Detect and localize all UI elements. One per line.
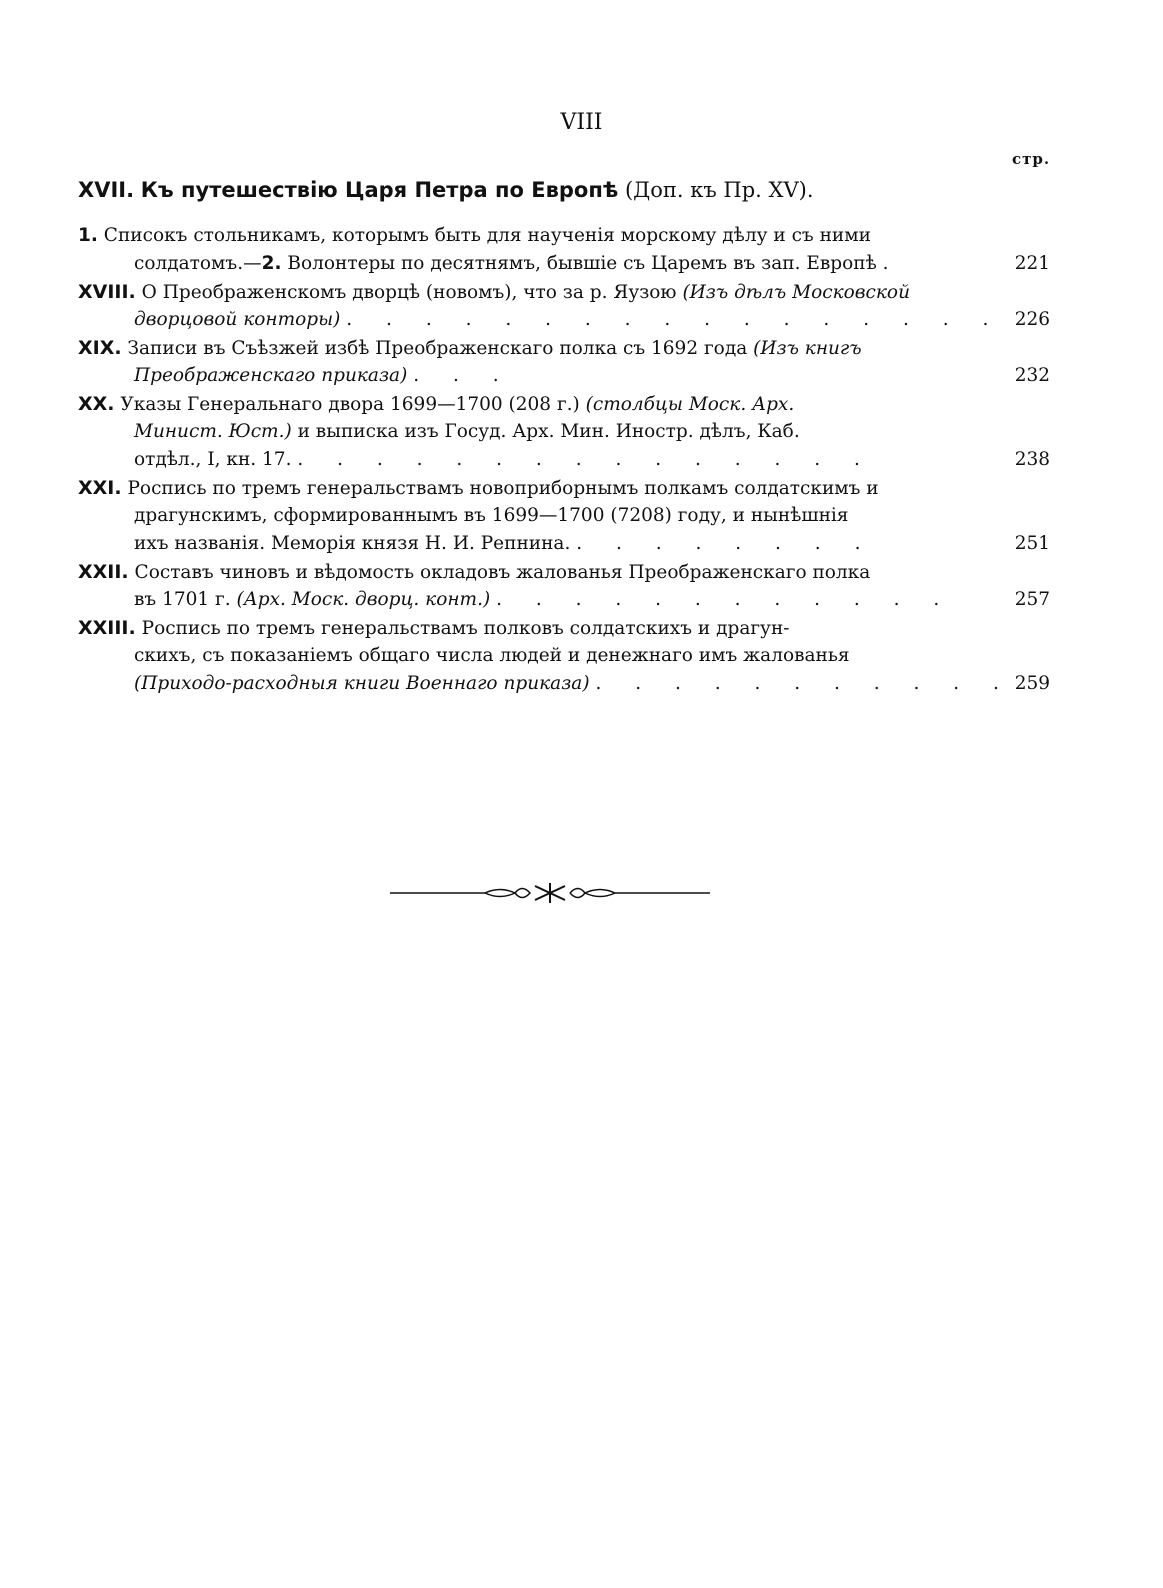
page-ref: 251	[1014, 533, 1050, 554]
page-ref: 257	[1014, 589, 1050, 610]
page-ref: 259	[1014, 673, 1050, 694]
entry-text: Составъ чиновъ и вѣдомость окладовъ жалованья Преображенскаго полка	[134, 562, 871, 583]
entry-source: дворцовой конторы)	[134, 309, 341, 330]
entry-text: Указы Генеральнаго двора 1699—1700 (208 г.)	[120, 394, 580, 415]
entry-source: (Приходо-расходныя книги Военнаго приказа)	[134, 673, 590, 694]
page-column-label: стр.	[1012, 150, 1051, 168]
entry-text: ихъ названія. Меморія князя Н. И. Репнина.	[134, 533, 571, 554]
entry-roman: XX.	[78, 393, 115, 415]
entry-text: Роспись по тремъ генеральствамъ полковъ солдатскихъ и драгун-	[141, 618, 790, 639]
page-ref: 226	[1014, 309, 1050, 330]
entry-text: въ 1701 г.	[134, 589, 231, 610]
entry-text: отдѣл., I, кн. 17.	[134, 449, 292, 470]
entry-text: Записи въ Съѣзжей избѣ Преображенскаго полка съ 1692 года	[127, 338, 748, 359]
ornament-divider	[390, 878, 710, 908]
leader-dots: . . . . . . . . . . . . . . .	[297, 449, 874, 470]
entry-source: (столбцы Моск. Арх.	[585, 394, 795, 415]
page-number: VIII	[560, 110, 603, 135]
section-title: Къ путешествію Царя Петра по Европѣ	[140, 178, 619, 202]
entry-text: Волонтеры по десятнямъ, бывшіе съ Царемъ въ зап. Европѣ .	[287, 253, 889, 274]
entry-source: Минист. Юст.)	[134, 421, 292, 442]
entry-roman: XXIII.	[78, 617, 136, 639]
entry-source: (Изъ книгъ	[753, 338, 862, 359]
section-heading	[78, 178, 978, 202]
leader-dots: . . . . . . . . . . .	[595, 673, 1013, 694]
entry-source: (Арх. Моск. дворц. конт.)	[236, 589, 491, 610]
page-ref: 221	[1014, 253, 1050, 274]
entry-number: 2.	[261, 253, 282, 274]
section-number: XVII.	[78, 178, 135, 202]
entry-roman: XXI.	[78, 477, 122, 499]
entry-text: драгунскимъ, сформированнымъ въ 1699—1700 (7208) году, и нынѣшнія	[134, 505, 849, 526]
leader-dots: . . .	[413, 365, 513, 386]
entry-roman: XXII.	[78, 561, 129, 583]
entry-roman: XIX.	[78, 337, 122, 359]
entry-number: 1.	[78, 225, 98, 246]
entry-text: скихъ, съ показаніемъ общаго числа людей и денежнаго имъ жалованья	[134, 645, 850, 666]
entry-text: Роспись по тремъ генеральствамъ новоприборнымъ полкамъ солдатскимъ и	[127, 478, 879, 499]
page-ref: 238	[1014, 449, 1050, 470]
leader-dots: . . . . . . . .	[576, 533, 875, 554]
entry-text: и выписка изъ Госуд. Арх. Мин. Иностр. дѣлъ, Каб.	[297, 421, 800, 442]
entry-text: О Преображенскомъ дворцѣ (новомъ), что за р. Яузою	[141, 282, 677, 303]
entry-text: солдатомъ.—	[134, 253, 262, 274]
entry-text: Списокъ стольникамъ, которымъ быть для наученія морскому дѣлу и съ ними	[103, 225, 871, 246]
section-note: (Доп. къ Пр. XV).	[624, 178, 814, 202]
leader-dots: . . . . . . . . . . . .	[496, 589, 954, 610]
entry-roman: XVIII.	[78, 281, 136, 303]
leader-dots: . . . . . . . . . . . . . . . . .	[346, 309, 1003, 330]
page-ref: 232	[1014, 365, 1050, 386]
entry-source: (Изъ дѣлъ Московской	[682, 282, 910, 303]
entry-source: Преображенскаго приказа)	[134, 365, 408, 386]
